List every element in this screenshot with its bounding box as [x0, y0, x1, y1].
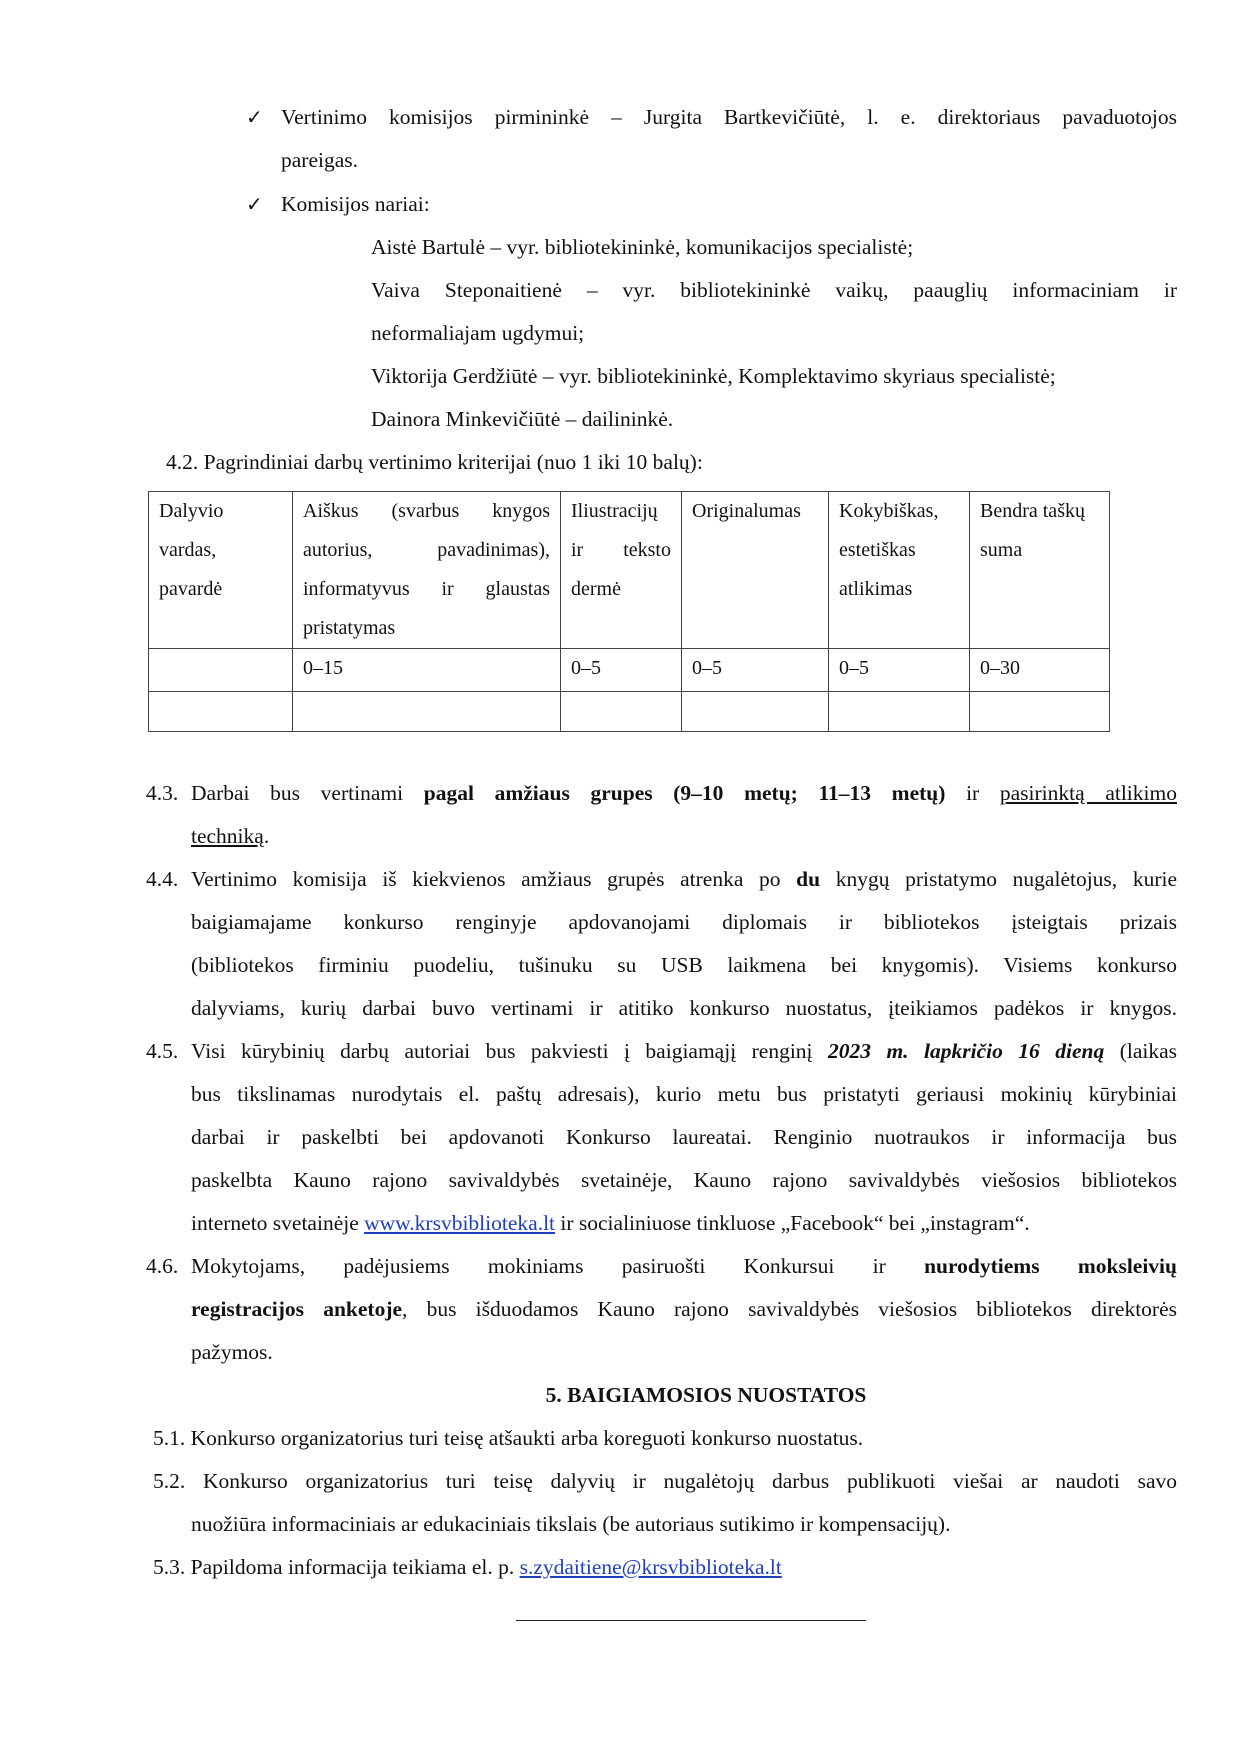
criteria-table: [148, 491, 1110, 732]
table-cell: [561, 692, 682, 732]
header-quality: Kokybiškas, estetiškas atlikimas: [829, 492, 970, 649]
website-link[interactable]: www.krsvbiblioteka.lt: [364, 1211, 556, 1235]
p44-line-1: Vertinimo komisija iš kiekvienos amžiaus grupės atrenka po du knygų pristatymo nugalėtojus, kurie: [191, 867, 1177, 891]
p43-line-1: Darbai bus vertinami pagal amžiaus grupes (9–10 metų; 11–13 metų) ir pasirinktą atlikimo: [191, 781, 1177, 805]
p51: 5.1. Konkurso organizatorius turi teisę atšaukti arba koreguoti konkurso nuostatus.: [153, 1426, 864, 1450]
committee-member-3: Viktorija Gerdžiūtė – vyr. bibliotekininkė, Komplektavimo skyriaus specialistė;: [371, 364, 1056, 388]
end-divider: [516, 1620, 866, 1621]
checkmark-icon: ✓: [246, 105, 263, 129]
p45-line-2: bus tikslinamas nurodytais el. paštų adresais), kurio metu bus pristatyti geriausi mokinių kūrybiniai: [191, 1082, 1177, 1106]
p44-line-4: dalyviams, kurių darbai buvo vertinami ir atitiko konkurso nuostatus, įteikiamos padėkos ir knygos.: [191, 996, 1177, 1020]
table-cell: 0–15: [293, 649, 561, 692]
p44-line-3: (bibliotekos firminiu puodeliu, tušinuku su USB laikmena bei knygomis). Visiems konkurso: [191, 953, 1177, 977]
email-link[interactable]: s.zydaitiene@krsvbiblioteka.lt: [519, 1555, 782, 1579]
table-cell: 0–5: [682, 649, 829, 692]
p52-line-1: 5.2. Konkurso organizatorius turi teisę dalyvių ir nugalėtojų darbus publikuoti viešai ar naudoti savo: [153, 1469, 1177, 1493]
table-cell: [149, 692, 293, 732]
p45-number: 4.5.: [146, 1039, 179, 1063]
header-total-score: Bendra taškų suma: [970, 492, 1110, 649]
section-5-title: 5. BAIGIAMOSIOS NUOSTATOS: [545, 1383, 867, 1407]
p44-line-2: baigiamajame konkurso renginyje apdovanojami diplomais ir bibliotekos įsteigtais prizais: [191, 910, 1177, 934]
criteria-range-row: [149, 649, 1110, 692]
table-cell: [970, 692, 1110, 732]
table-cell: 0–5: [561, 649, 682, 692]
checkmark-icon: ✓: [246, 192, 263, 216]
committee-member-2-line-2: neformaliajam ugdymui;: [371, 321, 585, 345]
p45-line-3: darbai ir paskelbti bei apdovanoti Konkurso laureatai. Renginio nuotraukos ir informacija bus: [191, 1125, 1177, 1149]
committee-member-1: Aistė Bartulė – vyr. bibliotekininkė, komunikacijos specialistė;: [371, 235, 914, 259]
table-cell: [682, 692, 829, 732]
table-cell: [149, 649, 293, 692]
p43-line-2: techniką.: [191, 824, 270, 848]
committee-chair-line-1: Vertinimo komisijos pirmininkė – Jurgita Bartkevičiūtė, l. e. direktoriaus pavaduotojos: [281, 105, 1177, 129]
p45-line-5: interneto svetainėje www.krsvbiblioteka.lt ir socialiniuose tinkluose „Facebook“ bei „instagram“.: [191, 1211, 1030, 1235]
p46-number: 4.6.: [146, 1254, 179, 1278]
p53: 5.3. Papildoma informacija teikiama el. p. s.zydaitiene@krsvbiblioteka.lt: [153, 1555, 782, 1579]
header-illustrations: Iliustracijų ir teksto dermė: [561, 492, 682, 649]
header-participant-name: Dalyvio vardas, pavardė: [149, 492, 293, 649]
p46-line-1: Mokytojams, padėjusiems mokiniams pasiruošti Konkursui ir nurodytiems moksleivių: [191, 1254, 1177, 1278]
committee-member-4: Dainora Minkevičiūtė – dailininkė.: [371, 407, 674, 431]
p43-number: 4.3.: [146, 781, 179, 805]
header-originality: Originalumas: [682, 492, 829, 649]
criteria-empty-row: [149, 692, 1110, 732]
committee-member-2-line-1: Vaiva Steponaitienė – vyr. bibliotekininkė vaikų, paauglių informaciniam ir: [371, 278, 1177, 302]
header-presentation: Aiškus (svarbus knygos autorius, pavadinimas), informatyvus ir glaustas pristatymas: [293, 492, 561, 649]
p44-number: 4.4.: [146, 867, 179, 891]
p45-line-1: Visi kūrybinių darbų autoriai bus pakviesti į baigiamąjį renginį 2023 m. lapkričio 16 dieną (laikas: [191, 1039, 1177, 1063]
p46-line-2: registracijos anketoje, bus išduodamos Kauno rajono savivaldybės viešosios bibliotekos direktorės: [191, 1297, 1177, 1321]
p45-line-4: paskelbta Kauno rajono savivaldybės svetainėje, Kauno rajono savivaldybės viešosios bibliotekos: [191, 1168, 1177, 1192]
criteria-header-row: [149, 492, 1110, 649]
p52-line-2: nuožiūra informaciniais ar edukaciniais tikslais (be autoriaus sutikimo ir kompensacijų).: [191, 1512, 951, 1536]
p46-line-3: pažymos.: [191, 1340, 273, 1364]
table-cell: [829, 692, 970, 732]
committee-members-label: Komisijos nariai:: [281, 192, 430, 216]
table-cell: 0–5: [829, 649, 970, 692]
table-cell: 0–30: [970, 649, 1110, 692]
table-cell: [293, 692, 561, 732]
committee-chair-line-2: pareigas.: [281, 148, 359, 172]
criteria-heading: 4.2. Pagrindiniai darbų vertinimo kriterijai (nuo 1 iki 10 balų):: [166, 450, 703, 474]
